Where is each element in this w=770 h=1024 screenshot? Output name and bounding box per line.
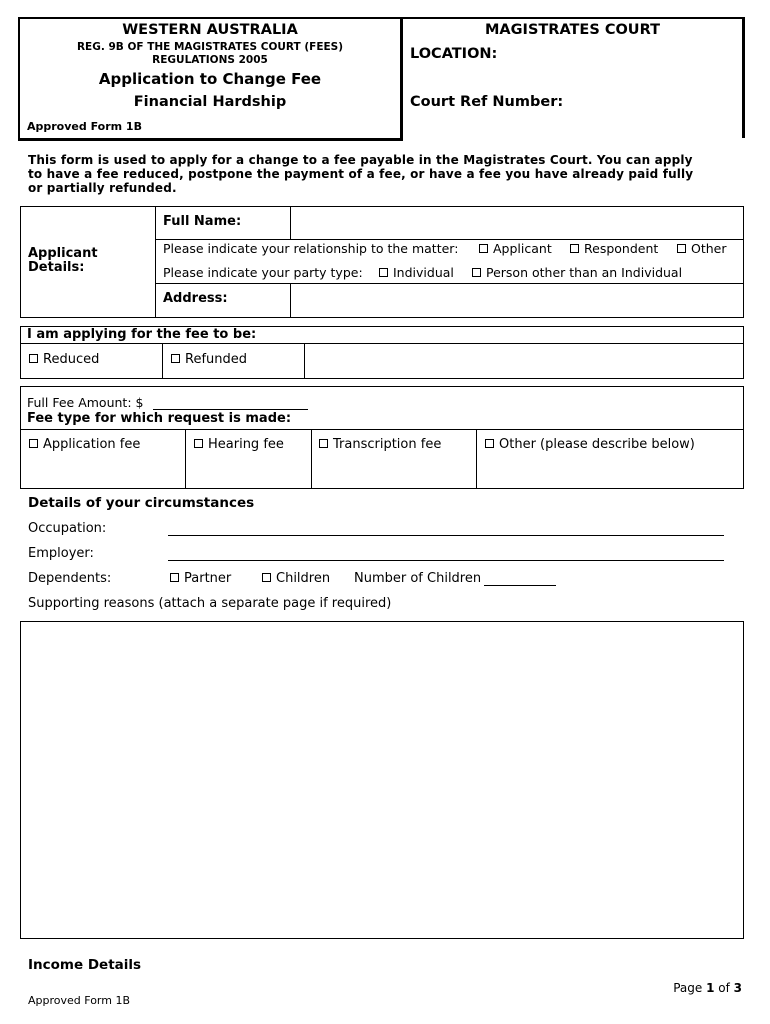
fee-type-option-transcription[interactable] — [319, 437, 441, 452]
page-prefix: Page — [673, 981, 707, 995]
fee-change-heading-border — [20, 343, 744, 344]
full-name-divider — [290, 206, 291, 239]
dependents-option-label: Partner — [184, 571, 232, 586]
fee-type-heading: Fee type for which request is made: — [27, 411, 292, 426]
relationship-label: Please indicate your relationship to the matter: — [163, 241, 459, 256]
dependents-option-children[interactable] — [262, 571, 330, 586]
supporting-reasons-label: Supporting reasons (attach a separate page if required) — [28, 596, 392, 611]
relationship-option-respondent[interactable] — [570, 241, 658, 256]
checkbox-icon — [379, 268, 388, 277]
fee-type-option-other[interactable] — [485, 437, 695, 452]
fee-type-divider-2 — [311, 429, 312, 489]
fee-type-option-label: Application fee — [43, 437, 141, 452]
fee-type-option-label: Transcription fee — [333, 437, 442, 452]
fee-type-divider-1 — [185, 429, 186, 489]
fee-change-divider-1 — [162, 343, 163, 379]
checkbox-icon — [171, 354, 180, 363]
party-type-option-non-individual[interactable] — [472, 265, 682, 280]
header-state: WESTERN AUSTRALIA — [122, 22, 298, 38]
header-regulation-line2: REGULATIONS 2005 — [152, 54, 268, 66]
fee-type-option-label: Hearing fee — [208, 437, 284, 452]
full-name-input[interactable] — [292, 208, 742, 238]
footer-form-label: Approved Form 1B — [28, 994, 131, 1007]
employer-input[interactable] — [168, 560, 724, 561]
page-number — [640, 981, 742, 995]
dependents-option-label: Children — [276, 571, 331, 586]
fee-change-option-label: Refunded — [185, 352, 248, 367]
fee-change-heading: I am applying for the fee to be: — [27, 327, 257, 342]
fee-change-option-reduced[interactable] — [29, 352, 99, 367]
full-name-label: Full Name: — [163, 214, 242, 229]
applicant-section-label-line2: Details: — [28, 260, 85, 275]
header-court: MAGISTRATES COURT — [485, 22, 660, 38]
checkbox-icon — [570, 244, 579, 253]
address-top-border — [155, 283, 744, 284]
full-name-bottom-border — [155, 239, 744, 240]
relationship-option-label: Respondent — [584, 241, 659, 256]
checkbox-icon — [479, 244, 488, 253]
header-location-label: LOCATION: — [410, 46, 498, 62]
fee-change-divider-2 — [304, 343, 305, 379]
fee-type-option-label: Other (please describe below) — [499, 437, 695, 452]
party-type-option-label: Individual — [393, 265, 454, 280]
checkbox-icon — [262, 573, 271, 582]
checkbox-icon — [677, 244, 686, 253]
number-of-children-input[interactable] — [484, 585, 556, 586]
dependents-label: Dependents: — [28, 571, 112, 586]
checkbox-icon — [170, 573, 179, 582]
relationship-option-other[interactable] — [677, 241, 727, 256]
party-type-option-individual[interactable] — [379, 265, 454, 280]
address-divider — [290, 283, 291, 318]
dependents-option-partner[interactable] — [170, 571, 231, 586]
relationship-option-label: Applicant — [493, 241, 552, 256]
checkbox-icon — [319, 439, 328, 448]
income-heading: Income Details — [28, 957, 142, 973]
header-title-line2: Financial Hardship — [133, 94, 287, 110]
address-label: Address: — [163, 291, 228, 306]
fee-change-option-refunded[interactable] — [171, 352, 247, 367]
page-of: of — [714, 981, 734, 995]
header-form-label: Approved Form 1B — [27, 120, 142, 133]
page-total: 3 — [733, 981, 742, 995]
header-regulation-line1: REG. 9B OF THE MAGISTRATES COURT (FEES) — [76, 41, 344, 53]
applicant-label-divider — [155, 206, 156, 318]
intro-line2: to have a fee reduced, postpone the payment of a fee, or have a fee you have already paid fully — [28, 167, 694, 181]
fee-type-option-hearing[interactable] — [194, 437, 284, 452]
checkbox-icon — [485, 439, 494, 448]
fee-type-option-application[interactable] — [29, 437, 140, 452]
intro-line1: This form is used to apply for a change to a fee payable in the Magistrates Court. You can apply — [28, 153, 693, 167]
full-fee-amount-input[interactable] — [153, 409, 308, 410]
applicant-section-label-line1: Applicant — [28, 246, 98, 261]
header-court-ref-label: Court Ref Number: — [410, 94, 564, 110]
header-title-line1: Application to Change Fee — [98, 70, 322, 88]
relationship-option-applicant[interactable] — [479, 241, 552, 256]
full-fee-amount-label: Full Fee Amount: $ — [27, 395, 144, 410]
employer-label: Employer: — [28, 546, 94, 561]
address-input[interactable] — [292, 285, 742, 316]
occupation-input[interactable] — [168, 535, 724, 536]
circumstances-heading: Details of your circumstances — [28, 495, 255, 511]
checkbox-icon — [29, 439, 38, 448]
checkbox-icon — [472, 268, 481, 277]
fee-type-divider-3 — [476, 429, 477, 489]
number-of-children-label: Number of Children — [354, 571, 482, 586]
header-right-top-border — [403, 17, 745, 19]
party-type-label: Please indicate your party type: — [163, 265, 363, 280]
header-right-side-border — [742, 17, 745, 138]
occupation-label: Occupation: — [28, 521, 107, 536]
checkbox-icon — [29, 354, 38, 363]
fee-change-option-label: Reduced — [43, 352, 100, 367]
checkbox-icon — [194, 439, 203, 448]
supporting-reasons-textarea[interactable] — [20, 621, 744, 939]
party-type-option-label: Person other than an Individual — [486, 265, 683, 280]
page-current: 1 — [706, 981, 715, 995]
intro-line3: or partially refunded. — [28, 181, 177, 195]
fee-type-heading-border — [20, 429, 744, 430]
relationship-option-label: Other — [691, 241, 727, 256]
